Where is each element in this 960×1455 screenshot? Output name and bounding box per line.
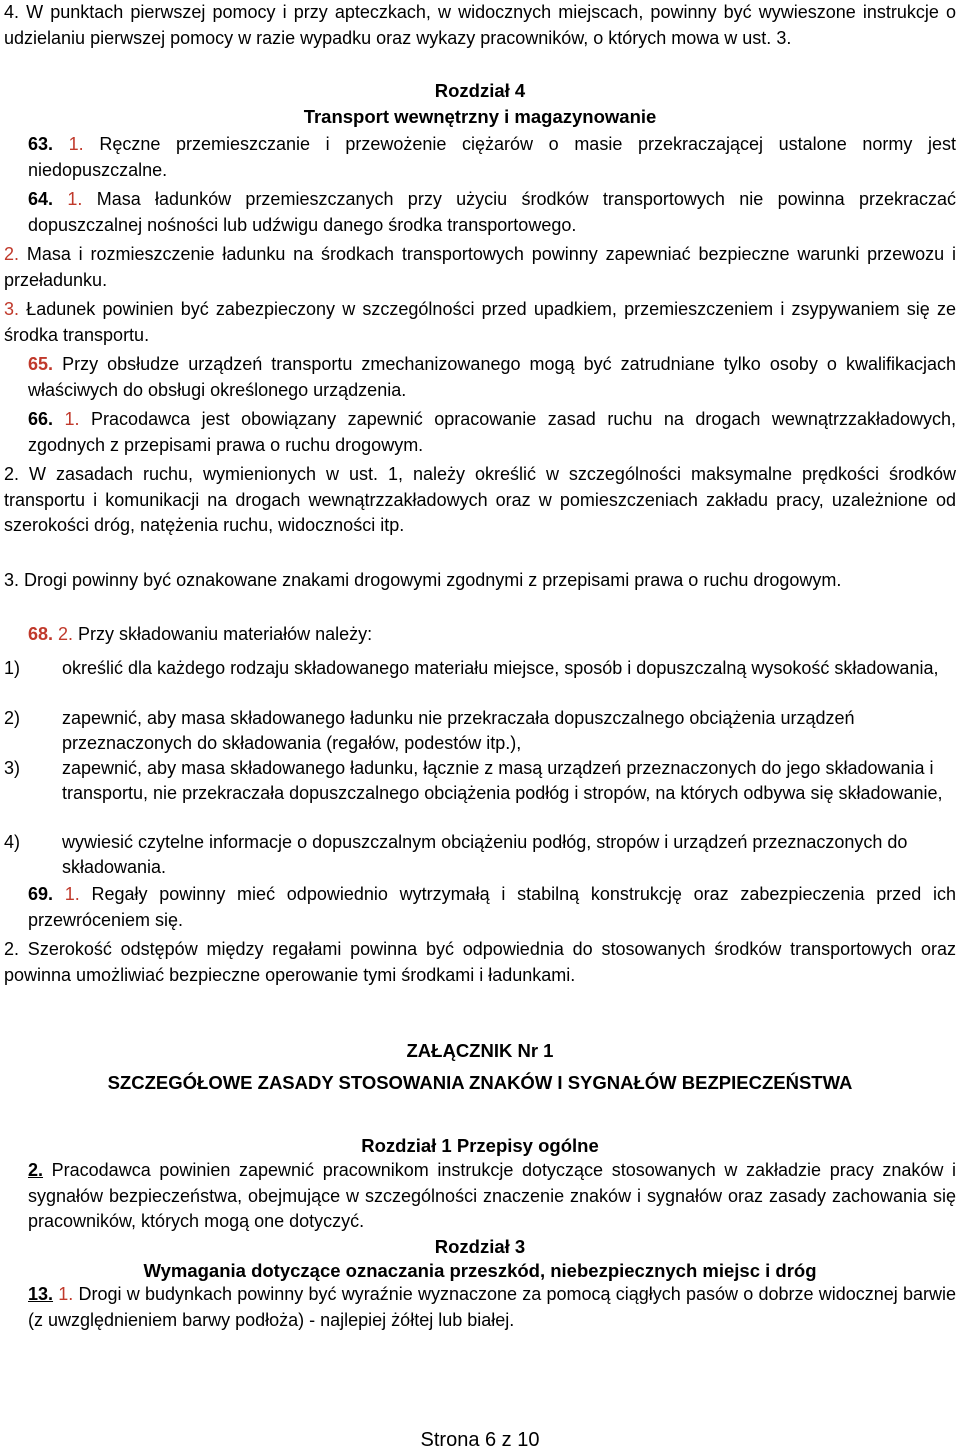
section-64-number: 64.: [28, 189, 54, 209]
paragraph-first-aid: 4. W punktach pierwszej pomocy i przy apteczkach, w widocznych miejscach, powinny być wywieszone instrukcje o udzielaniu pierwszej pomocy w razie wypadku oraz wykazy pracowników, o których mowa w ust. 3.: [4, 2, 956, 48]
annex-section-13: [4, 1282, 956, 1333]
list-item: [4, 706, 956, 756]
chapter-4-title: Rozdział 4: [434, 80, 526, 101]
section-69-paragraph-2: 2. Szerokość odstępów między regałami powinna być odpowiednia do stosowanych środków transportowych oraz powinna umożliwiać bezpieczne operowanie tymi środkami i ładunkami.: [4, 939, 956, 985]
list-item-number: 1): [4, 658, 21, 678]
section-64-text: Masa ładunków przemieszczanych przy użyciu środków transportowych nie powinna przekraczać dopuszczalnej nośności lub udźwigu danego środka transportowego.: [28, 189, 956, 235]
annex-section-2-text: Pracodawca powinien zapewnić pracownikom instrukcje dotyczące stosowanych w zakładzie pracy znaków i sygnałów bezpieczeństwa, obejmujące w szczególności znaczenie znaków i sygnałów oraz zasady zachowania się pracowników, których mogą one dotyczyć.: [28, 1160, 956, 1231]
section-63-number: 63.: [28, 134, 54, 154]
section-65-text: Przy obsłudze urządzeń transportu zmechanizowanego mogą być zatrudniane tylko osoby o kwalifikacjach właściwych do obsługi określonego urządzenia.: [28, 354, 956, 400]
annex-section-2-number: 2.: [28, 1160, 44, 1180]
section-65-number: 65.: [28, 354, 54, 374]
section-64-p2-number: 2.: [4, 244, 20, 264]
section-64: [4, 187, 956, 238]
chapter-3-title: Rozdział 3: [434, 1236, 526, 1257]
section-69: [4, 882, 956, 933]
section-66-paragraph-3: 3. Drogi powinny być oznakowane znakami drogowymi zgodnymi z przepisami prawa o ruchu drogowym.: [4, 570, 842, 590]
list-item-text: zapewnić, aby masa składowanego ładunku nie przekraczała dopuszczalnego obciążenia urządzeń przeznaczonych do składowania (regałów, podestów itp.),: [62, 708, 855, 753]
chapter-3-subtitle: Wymagania dotyczące oznaczania przeszkód, niebezpiecznych miejsc i dróg: [143, 1260, 817, 1281]
section-64-paragraph-3: [4, 297, 956, 348]
section-66-text: Pracodawca jest obowiązany zapewnić opracowanie zasad ruchu na drogach wewnątrzzakładowych, zgodnych z przepisami prawa o ruchu drogowym.: [28, 409, 956, 455]
annex-title: ZAŁĄCZNIK Nr 1: [406, 1040, 554, 1061]
list-item-number: 3): [4, 758, 21, 778]
section-66: [4, 407, 956, 458]
section-69-sub: 1.: [53, 884, 80, 904]
section-64-paragraph-2: [4, 242, 956, 293]
section-64-p2-text: Masa i rozmieszczenie ładunku na środkach transportowych powinny zapewniać bezpieczne warunki przewozu i przeładunku.: [4, 244, 956, 290]
list-item-number: 4): [4, 832, 21, 852]
list-item-text: określić dla każdego rodzaju składowanego materiału miejsce, sposób i dopuszczalną wysokość składowania,: [62, 658, 939, 678]
section-65: [4, 352, 956, 403]
list-item-number: 2): [4, 708, 21, 728]
section-63: [4, 132, 956, 183]
section-68-number: 68.: [28, 624, 54, 644]
chapter-4-subtitle: Transport wewnętrzny i magazynowanie: [303, 106, 657, 127]
section-68-sub: 2.: [53, 624, 74, 644]
section-66-paragraph-2: 2. W zasadach ruchu, wymienionych w ust. 1, należy określić w szczególności maksymalne prędkości środków transportu i komunikacji na drogach wewnątrzzakładowych oraz w pomieszczeniach zakładu pracy, uzależnione od szerokości dróg, natężenia ruchu, widoczności itp.: [4, 464, 956, 535]
annex-section-13-text: Drogi w budynkach powinny być wyraźnie wyznaczone za pomocą ciągłych pasów o dobrze widocznej barwie (z uwzględnieniem barwy podłoża) - najlepiej żółtej lub białej.: [28, 1284, 956, 1330]
section-66-number: 66.: [28, 409, 54, 429]
list-item-text: wywiesić czytelne informacje o dopuszczalnym obciążeniu podłóg, stropów i urządzeń przeznaczonych do składowania.: [62, 832, 908, 877]
list-item-text: zapewnić, aby masa składowanego ładunku, łącznie z masą urządzeń przeznaczonych do jego składowania i transportu, nie przekraczała dopuszczalnego obciążenia podłóg i stropów, na których odbywa się składowanie,: [62, 758, 943, 803]
section-63-text: Ręczne przemieszczanie i przewożenie ciężarów o masie przekraczającej ustalone normy jest niedopuszczalne.: [28, 134, 957, 180]
annex-section-13-sub: 1.: [53, 1284, 74, 1304]
section-66-sub: 1.: [53, 409, 80, 429]
list-item: [4, 656, 956, 681]
section-69-number: 69.: [28, 884, 54, 904]
page-number: Strona 6 z 10: [420, 1429, 540, 1451]
chapter-1-title: Rozdział 1 Przepisy ogólne: [361, 1135, 599, 1156]
section-68: [4, 622, 956, 648]
annex-section-2: [4, 1158, 956, 1235]
section-64-sub: 1.: [53, 189, 83, 209]
annex-subtitle: SZCZEGÓŁOWE ZASADY STOSOWANIA ZNAKÓW I SYGNAŁÓW BEZPIECZEŃSTWA: [107, 1072, 853, 1093]
section-64-p3-number: 3.: [4, 299, 20, 319]
section-68-text: Przy składowaniu materiałów należy:: [73, 624, 373, 644]
annex-section-13-number: 13.: [28, 1284, 54, 1304]
section-63-sub: 1.: [53, 134, 84, 154]
section-64-p3-text: Ładunek powinien być zabezpieczony w szczególności przed upadkiem, przemieszczeniem i zsypywaniem się ze środka transportu.: [4, 299, 956, 345]
list-item: [4, 756, 956, 806]
section-69-text: Regały powinny mieć odpowiednio wytrzymałą i stabilną konstrukcję oraz zabezpieczenia przed ich przewróceniem się.: [28, 884, 956, 930]
list-item: [4, 830, 956, 880]
